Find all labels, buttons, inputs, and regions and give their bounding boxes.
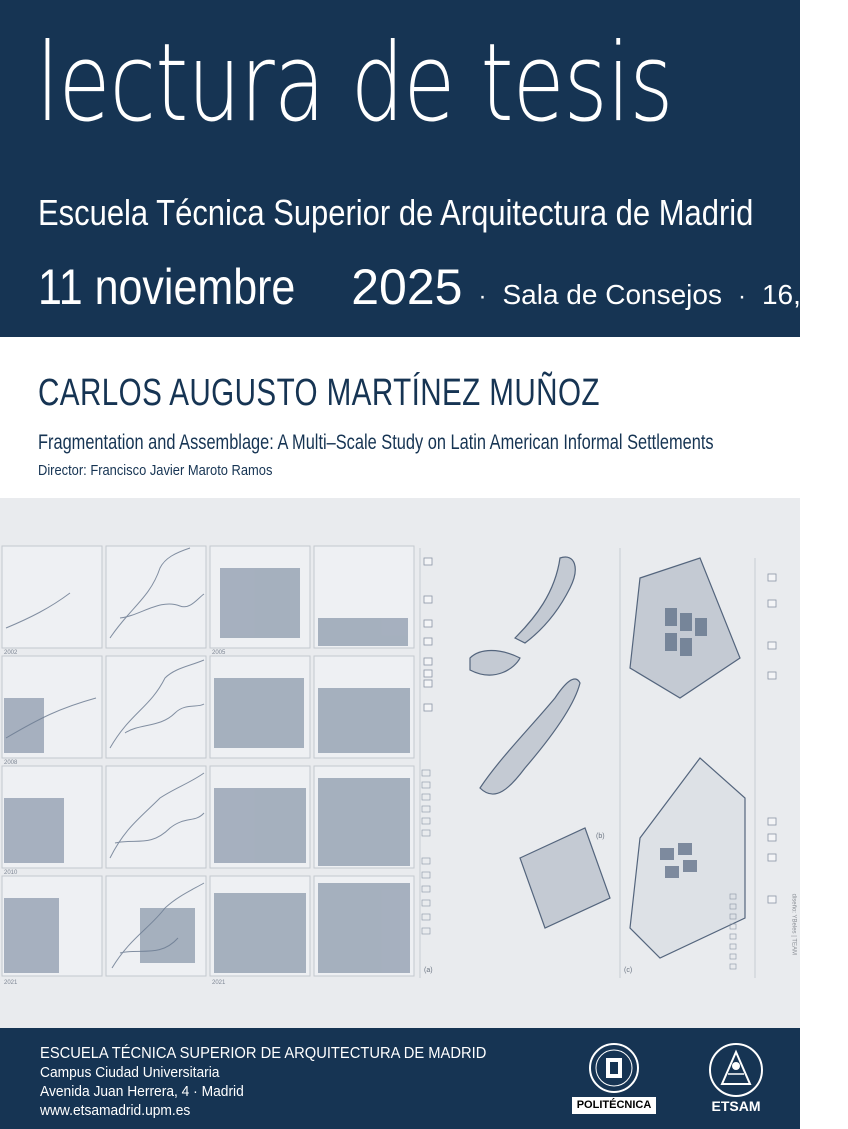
thesis-title: Fragmentation and Assemblage: A Multi–Scale Study on Latin American Informal Settlements (38, 431, 714, 454)
footer-campus: Campus Ciudad Universitaria (40, 1064, 220, 1081)
year-label: 2021 (212, 980, 226, 986)
event-room: Sala de Consejos (502, 279, 722, 310)
header-banner (0, 0, 848, 337)
separator-dot: · (478, 283, 487, 310)
settlement-plans (470, 557, 745, 958)
footer-school: ESCUELA TÉCNICA SUPERIOR DE ARQUITECTURA DE MADRID (40, 1045, 487, 1062)
footer-website[interactable]: www.etsamadrid.upm.es (40, 1102, 191, 1119)
panel-label: (b) (596, 833, 605, 840)
year-label: 2008 (4, 760, 18, 766)
map-collage (0, 498, 800, 1028)
footer-address: Avenida Juan Herrera, 4 · Madrid (40, 1083, 244, 1100)
thesis-illustration (0, 498, 800, 1028)
event-date: 11 noviembre (38, 259, 296, 315)
event-year: 2025 (351, 259, 463, 315)
upm-logo-label: POLITÉCNICA (572, 1097, 656, 1114)
year-label: 2021 (4, 980, 18, 986)
design-credit: diseño: YBeles | TEAM (790, 893, 796, 955)
year-label: 2005 (212, 650, 226, 656)
date-line (38, 258, 848, 316)
panel-label: (a) (424, 967, 433, 974)
panel-label: (c) (624, 967, 633, 974)
year-label: 2010 (4, 870, 18, 876)
etsam-logo-label: ETSAM (711, 1098, 761, 1114)
year-label: 2002 (4, 650, 18, 656)
footer (0, 1028, 800, 1129)
author-name: CARLOS AUGUSTO MARTÍNEZ MUÑOZ (38, 372, 600, 414)
event-time: 16,00h (761, 279, 848, 310)
event-title: lectura de tesis (36, 21, 673, 146)
separator-dot: · (737, 283, 746, 310)
school-name: Escuela Técnica Superior de Arquitectura de Madrid (38, 192, 754, 233)
thesis-director: Director: Francisco Javier Maroto Ramos (38, 462, 273, 479)
